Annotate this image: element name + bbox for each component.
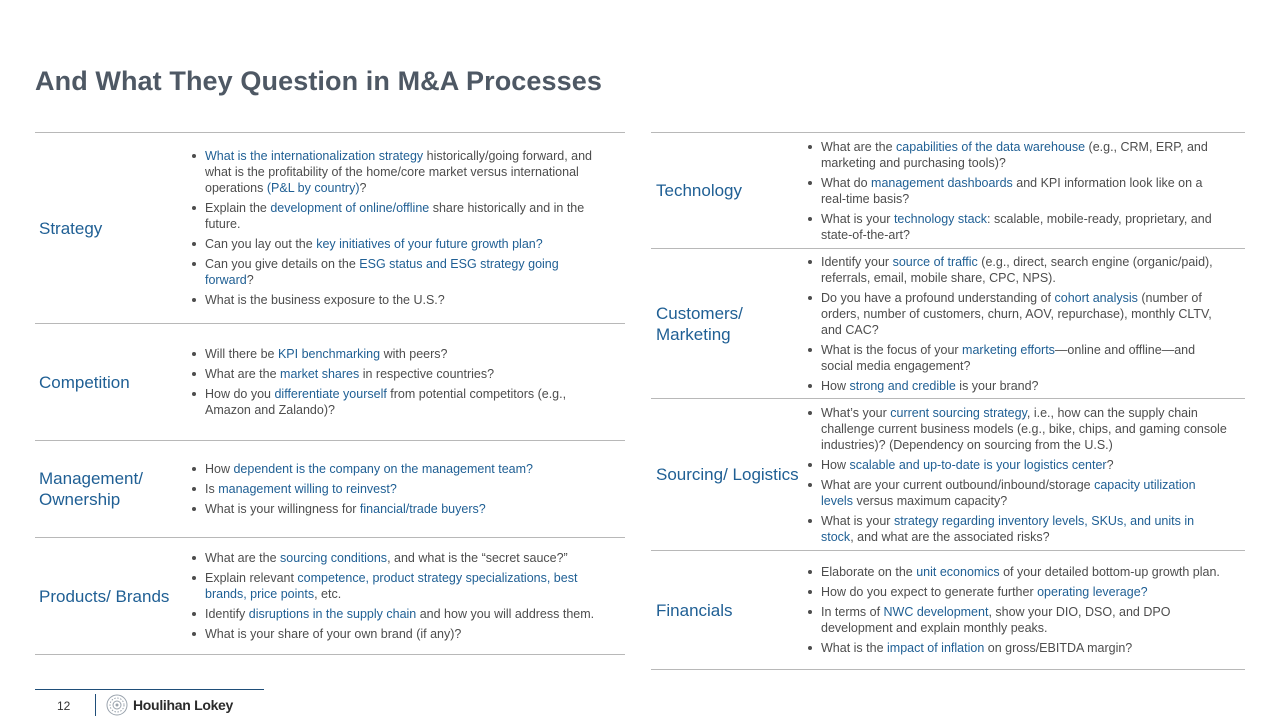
bullet-item	[807, 477, 1227, 509]
bullet-text: How do you	[205, 387, 275, 401]
highlighted-text: management willing to reinvest?	[218, 482, 397, 496]
highlighted-text: What is the internationalization strategy	[205, 149, 424, 163]
bullet-text: (e.g., direct, search engine (organic/paid), referrals, email, mobile share, CPC, NPS).	[821, 254, 1213, 285]
bullet-list	[807, 405, 1227, 549]
section-heading: Products/ Brands	[39, 586, 170, 606]
bullet-text: from potential competitors (e.g., Amazon and Zalando)?	[205, 387, 567, 417]
highlighted-text: source of traffic	[892, 254, 978, 269]
bullet-item	[807, 175, 1227, 207]
bullet-text: How	[821, 457, 850, 472]
bullet-item	[191, 481, 601, 497]
bullet-item	[807, 564, 1227, 580]
bullet-text: on gross/EBITDA margin?	[984, 641, 1133, 655]
bullet-text: ?	[1106, 457, 1114, 472]
bullet-text: Elaborate on the	[821, 565, 917, 579]
bullet-item	[191, 606, 601, 622]
bullet-text: Identify your	[821, 254, 893, 269]
bullet-text: is your brand?	[955, 378, 1039, 393]
bullet-item	[807, 378, 1227, 394]
footer-rule	[35, 689, 264, 690]
highlighted-text: strong and credible	[849, 378, 956, 393]
bullet-text: What’s your	[821, 405, 891, 420]
highlighted-text: strategy regarding inventory levels, SKUs, and units in stock	[821, 513, 1195, 544]
bullet-text: Can you give details on the	[205, 257, 360, 271]
bullet-list	[191, 346, 601, 422]
highlighted-text: dependent is the company on the management team?	[233, 462, 533, 476]
bullet-text: What are the	[821, 139, 897, 154]
bullet-text: How do you expect to generate further	[821, 585, 1038, 599]
highlighted-text: impact of inflation	[887, 641, 985, 655]
section-sourcing-logistics	[651, 398, 1245, 550]
bullet-item	[191, 148, 601, 196]
highlighted-text: ESG status and ESG strategy going forward	[205, 257, 559, 287]
highlighted-text: NWC development	[883, 605, 989, 619]
bullet-text: What is the	[821, 641, 887, 655]
bullet-text: , show your DIO, DSO, and DPO development and explain monthly peaks.	[821, 605, 1171, 635]
highlighted-text: technology stack	[893, 211, 988, 226]
section-financials	[651, 550, 1245, 670]
footer-divider	[95, 694, 96, 716]
bullet-text: How	[205, 462, 234, 476]
section-products-brands	[35, 537, 625, 655]
bullet-text: Identify	[205, 607, 249, 621]
bullet-text: What are the	[205, 367, 281, 381]
bullet-text: , and what is the “secret sauce?”	[387, 551, 568, 565]
highlighted-text: competence, product strategy specializations, best brands, price points	[205, 571, 578, 601]
highlighted-text: KPI benchmarking	[277, 347, 381, 361]
bullet-text: Explain relevant	[205, 571, 298, 585]
houlihan-lokey-logo-icon	[106, 694, 128, 716]
highlighted-text: differentiate yourself	[274, 387, 387, 401]
highlighted-text: disruptions in the supply chain	[248, 607, 417, 621]
bullet-text: Is	[205, 482, 219, 496]
bullet-text: share historically and in the future.	[205, 201, 585, 231]
bullet-text: Do you have a profound understanding of	[821, 290, 1055, 305]
bullet-item	[807, 584, 1227, 600]
highlighted-text: scalable and up-to-date is your logistics center	[849, 457, 1107, 472]
bullet-text: What do	[821, 175, 872, 190]
bullet-text: ?	[246, 273, 254, 287]
bullet-text: What is your	[821, 513, 894, 528]
bullet-item	[191, 200, 601, 232]
left-column	[35, 132, 625, 655]
section-strategy	[35, 132, 625, 323]
highlighted-text: (P&L by country)	[266, 181, 360, 195]
bullet-text: What is your willingness for	[205, 502, 360, 516]
bullet-list	[191, 550, 601, 646]
bullet-item	[807, 290, 1227, 338]
bullet-text: In terms of	[821, 605, 884, 619]
bullet-text: (number of orders, number of customers, churn, AOV, repurchase), monthly CLTV, and CAC?	[821, 290, 1212, 337]
page-title: And What They Question in M&A Processes	[35, 66, 602, 96]
bullet-list	[807, 254, 1227, 398]
highlighted-text: sourcing conditions	[280, 551, 388, 565]
bullet-item	[807, 513, 1227, 545]
bullet-item	[807, 342, 1227, 374]
bullet-text: : scalable, mobile-ready, proprietary, and state-of-the-art?	[821, 211, 1212, 242]
bullet-item	[807, 254, 1227, 286]
highlighted-text: management dashboards	[871, 175, 1013, 190]
bullet-item	[191, 256, 601, 288]
bullet-list	[807, 564, 1227, 660]
highlighted-text: development of online/offline	[270, 201, 430, 215]
bullet-text: and how you will address them.	[416, 607, 595, 621]
bullet-text: , i.e., how can the supply chain challenge current business models (e.g., bike, chips, and gaming console industries)? (Dependency on sourcing from the U.S.)	[821, 405, 1227, 452]
highlighted-text: capacity utilization levels	[821, 477, 1196, 508]
highlighted-text: capabilities of the data warehouse	[896, 139, 1086, 154]
bullet-text: What are your current outbound/inbound/storage	[821, 477, 1095, 492]
bullet-item	[807, 640, 1227, 656]
bullet-text: Can you lay out the	[205, 237, 317, 251]
bullet-item	[807, 405, 1227, 453]
section-heading: Competition	[39, 372, 130, 392]
brand-name: Houlihan Lokey	[133, 697, 234, 713]
bullet-item	[807, 604, 1227, 636]
section-heading: Sourcing/ Logistics	[656, 465, 799, 484]
highlighted-text: cohort analysis	[1054, 290, 1138, 305]
section-heading: Strategy	[39, 218, 103, 238]
bullet-text: What is the business exposure to the U.S.?	[205, 293, 445, 307]
bullet-text: Will there be	[205, 347, 278, 361]
bullet-item	[807, 139, 1227, 171]
section-technology	[651, 132, 1245, 248]
bullet-item	[191, 366, 601, 382]
highlighted-text: operating leverage?	[1037, 585, 1148, 599]
bullet-item	[191, 550, 601, 566]
bullet-text: historically/going forward, and what is the profitability of the home/core market versus international operations	[205, 149, 593, 195]
bullet-item	[191, 461, 601, 477]
section-heading: Financials	[656, 600, 733, 620]
bullet-text: What is your share of your own brand (if any)?	[205, 627, 462, 641]
bullet-text: What is the focus of your	[821, 342, 963, 357]
bullet-text: (e.g., CRM, ERP, and marketing and purchasing tools)?	[821, 139, 1208, 170]
highlighted-text: key initiatives of your future growth plan?	[316, 237, 543, 251]
section-heading: Management/ Ownership	[39, 469, 143, 509]
bullet-item	[807, 211, 1227, 243]
bullet-item	[191, 626, 601, 642]
bullet-text: ?	[359, 181, 367, 195]
right-column	[651, 132, 1245, 670]
bullet-text: What are the	[205, 551, 281, 565]
bullet-text: , and what are the associated risks?	[850, 529, 1050, 544]
section-heading: Technology	[656, 181, 743, 200]
bullet-item	[191, 501, 601, 517]
bullet-text: in respective countries?	[359, 367, 495, 381]
bullet-text: Explain the	[205, 201, 271, 215]
bullet-text: with peers?	[380, 347, 448, 361]
section-management-ownership	[35, 440, 625, 537]
highlighted-text: financial/trade buyers?	[359, 502, 486, 516]
section-competition	[35, 323, 625, 440]
bullet-list	[191, 148, 601, 312]
section-customers-marketing	[651, 248, 1245, 398]
bullet-text: , etc.	[314, 587, 342, 601]
bullet-text: of your detailed bottom-up growth plan.	[999, 565, 1220, 579]
highlighted-text: unit economics	[916, 565, 1000, 579]
bullet-item	[807, 457, 1227, 473]
bullet-item	[191, 386, 601, 418]
bullet-text: versus maximum capacity?	[852, 493, 1008, 508]
highlighted-text: current sourcing strategy	[890, 405, 1027, 420]
bullet-item	[191, 236, 601, 252]
section-heading: Customers/ Marketing	[656, 303, 743, 344]
bullet-text: How	[821, 378, 850, 393]
bullet-item	[191, 292, 601, 308]
bullet-list	[191, 461, 601, 521]
bullet-item	[191, 346, 601, 362]
page-number: 12	[57, 699, 71, 713]
highlighted-text: marketing efforts	[962, 342, 1055, 357]
bullet-text: What is your	[821, 211, 894, 226]
bullet-list	[807, 139, 1227, 247]
highlighted-text: market shares	[280, 367, 360, 381]
bullet-text: and KPI information look like on a real-time basis?	[821, 175, 1203, 206]
bullet-text: —online and offline—and social media engagement?	[821, 342, 1196, 373]
bullet-item	[191, 570, 601, 602]
